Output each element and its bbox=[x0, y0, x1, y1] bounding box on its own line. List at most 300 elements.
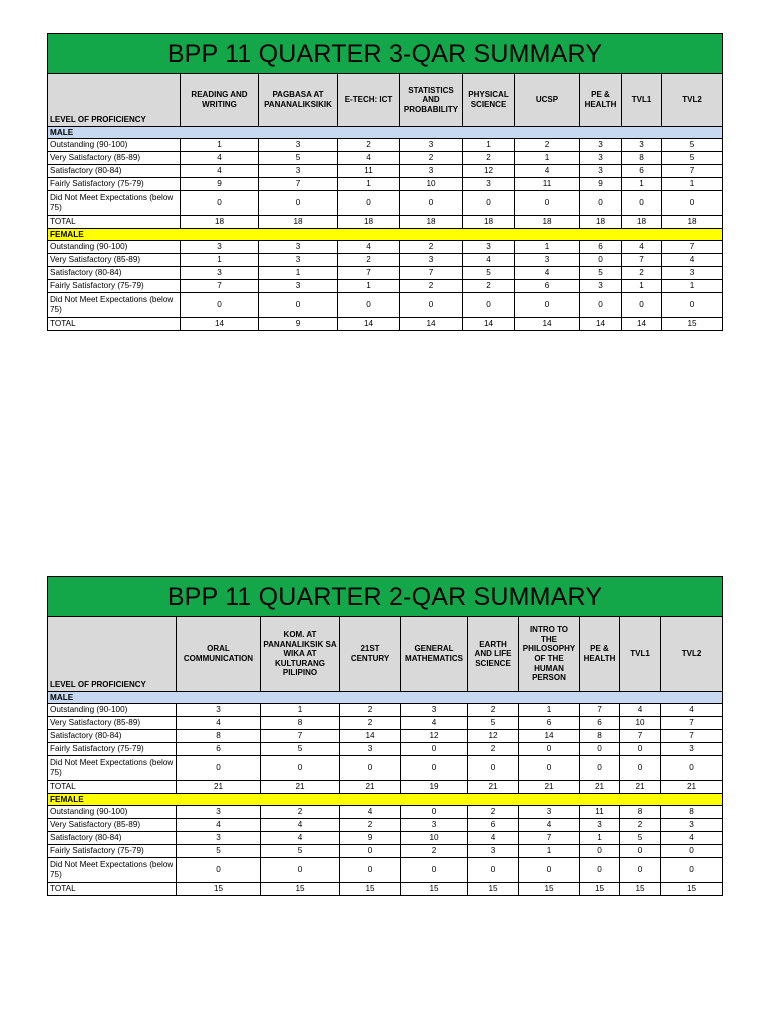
count-cell: 7 bbox=[662, 241, 723, 254]
subject-column-header: TVL1 bbox=[622, 74, 662, 127]
count-cell: 0 bbox=[181, 293, 259, 318]
count-cell: 4 bbox=[181, 152, 259, 165]
subject-column-header: UCSP bbox=[515, 74, 580, 127]
total-cell: 14 bbox=[515, 318, 580, 331]
count-cell: 0 bbox=[261, 858, 340, 883]
count-cell: 3 bbox=[259, 139, 338, 152]
count-cell: 0 bbox=[662, 191, 723, 216]
total-cell: 15 bbox=[401, 883, 468, 896]
subject-column-header: PE & HEALTH bbox=[580, 617, 620, 692]
title-row bbox=[48, 577, 723, 617]
count-cell: 0 bbox=[580, 743, 620, 756]
section-label: FEMALE bbox=[48, 229, 723, 241]
table-row bbox=[48, 806, 723, 819]
count-cell: 0 bbox=[181, 191, 259, 216]
total-cell: 18 bbox=[580, 216, 622, 229]
proficiency-level-label: Outstanding (90-100) bbox=[48, 704, 177, 717]
count-cell: 7 bbox=[661, 730, 723, 743]
total-cell: 18 bbox=[662, 216, 723, 229]
count-cell: 8 bbox=[261, 717, 340, 730]
table-row bbox=[48, 756, 723, 781]
proficiency-level-label: Outstanding (90-100) bbox=[48, 139, 181, 152]
count-cell: 2 bbox=[400, 152, 463, 165]
table-row bbox=[48, 858, 723, 883]
count-cell: 3 bbox=[662, 267, 723, 280]
count-cell: 1 bbox=[338, 178, 400, 191]
total-row bbox=[48, 883, 723, 896]
count-cell: 8 bbox=[177, 730, 261, 743]
count-cell: 7 bbox=[519, 832, 580, 845]
proficiency-level-label: Satisfactory (80-84) bbox=[48, 832, 177, 845]
count-cell: 3 bbox=[181, 267, 259, 280]
count-cell: 3 bbox=[463, 241, 515, 254]
subject-column-header: EARTH AND LIFE SCIENCE bbox=[468, 617, 519, 692]
count-cell: 5 bbox=[261, 845, 340, 858]
count-cell: 3 bbox=[661, 743, 723, 756]
count-cell: 1 bbox=[181, 139, 259, 152]
count-cell: 4 bbox=[661, 832, 723, 845]
count-cell: 0 bbox=[400, 191, 463, 216]
total-cell: 18 bbox=[622, 216, 662, 229]
count-cell: 0 bbox=[338, 293, 400, 318]
count-cell: 6 bbox=[580, 717, 620, 730]
count-cell: 7 bbox=[661, 717, 723, 730]
proficiency-level-label: Satisfactory (80-84) bbox=[48, 730, 177, 743]
count-cell: 1 bbox=[338, 280, 400, 293]
count-cell: 0 bbox=[519, 743, 580, 756]
count-cell: 4 bbox=[515, 165, 580, 178]
count-cell: 5 bbox=[662, 139, 723, 152]
total-row bbox=[48, 216, 723, 229]
count-cell: 8 bbox=[661, 806, 723, 819]
total-cell: 21 bbox=[661, 781, 723, 794]
count-cell: 0 bbox=[340, 756, 401, 781]
count-cell: 0 bbox=[177, 858, 261, 883]
count-cell: 0 bbox=[468, 858, 519, 883]
table-row bbox=[48, 178, 723, 191]
proficiency-level-label: Satisfactory (80-84) bbox=[48, 165, 181, 178]
proficiency-level-label: Did Not Meet Expectations (below 75) bbox=[48, 191, 181, 216]
total-cell: 21 bbox=[340, 781, 401, 794]
count-cell: 1 bbox=[519, 845, 580, 858]
count-cell: 1 bbox=[261, 704, 340, 717]
count-cell: 3 bbox=[401, 704, 468, 717]
total-cell: 14 bbox=[580, 318, 622, 331]
count-cell: 9 bbox=[580, 178, 622, 191]
count-cell: 2 bbox=[338, 254, 400, 267]
count-cell: 4 bbox=[261, 819, 340, 832]
count-cell: 2 bbox=[620, 819, 661, 832]
count-cell: 0 bbox=[661, 845, 723, 858]
count-cell: 0 bbox=[620, 845, 661, 858]
count-cell: 3 bbox=[463, 178, 515, 191]
count-cell: 5 bbox=[261, 743, 340, 756]
count-cell: 9 bbox=[181, 178, 259, 191]
count-cell: 4 bbox=[181, 165, 259, 178]
count-cell: 0 bbox=[662, 293, 723, 318]
count-cell: 0 bbox=[401, 743, 468, 756]
count-cell: 10 bbox=[620, 717, 661, 730]
total-cell: 21 bbox=[468, 781, 519, 794]
count-cell: 3 bbox=[400, 254, 463, 267]
count-cell: 1 bbox=[515, 241, 580, 254]
subject-column-header: READING AND WRITING bbox=[181, 74, 259, 127]
count-cell: 4 bbox=[515, 267, 580, 280]
count-cell: 0 bbox=[261, 756, 340, 781]
count-cell: 2 bbox=[468, 806, 519, 819]
count-cell: 4 bbox=[338, 152, 400, 165]
count-cell: 6 bbox=[177, 743, 261, 756]
count-cell: 4 bbox=[401, 717, 468, 730]
count-cell: 11 bbox=[515, 178, 580, 191]
total-cell: 18 bbox=[463, 216, 515, 229]
count-cell: 0 bbox=[515, 191, 580, 216]
subject-column-header: 21ST CENTURY bbox=[340, 617, 401, 692]
table-row bbox=[48, 293, 723, 318]
total-cell: 15 bbox=[662, 318, 723, 331]
count-cell: 6 bbox=[468, 819, 519, 832]
section-label: MALE bbox=[48, 692, 723, 704]
total-cell: 14 bbox=[338, 318, 400, 331]
proficiency-level-label: Outstanding (90-100) bbox=[48, 241, 181, 254]
table-row bbox=[48, 152, 723, 165]
count-cell: 3 bbox=[177, 704, 261, 717]
total-cell: 15 bbox=[519, 883, 580, 896]
count-cell: 4 bbox=[261, 832, 340, 845]
total-cell: 14 bbox=[622, 318, 662, 331]
total-cell: 15 bbox=[261, 883, 340, 896]
count-cell: 3 bbox=[400, 139, 463, 152]
count-cell: 3 bbox=[259, 241, 338, 254]
count-cell: 7 bbox=[338, 267, 400, 280]
count-cell: 0 bbox=[463, 293, 515, 318]
count-cell: 0 bbox=[620, 743, 661, 756]
count-cell: 0 bbox=[338, 191, 400, 216]
count-cell: 5 bbox=[580, 267, 622, 280]
section-label: MALE bbox=[48, 127, 723, 139]
subject-column-header: ORAL COMMUNICATION bbox=[177, 617, 261, 692]
count-cell: 3 bbox=[401, 819, 468, 832]
count-cell: 3 bbox=[400, 165, 463, 178]
count-cell: 0 bbox=[580, 254, 622, 267]
qar-summary-table-quarter-2 bbox=[47, 576, 723, 896]
count-cell: 3 bbox=[580, 280, 622, 293]
count-cell: 1 bbox=[662, 280, 723, 293]
count-cell: 7 bbox=[580, 704, 620, 717]
count-cell: 3 bbox=[340, 743, 401, 756]
count-cell: 11 bbox=[580, 806, 620, 819]
proficiency-level-label: Fairly Satisfactory (75-79) bbox=[48, 280, 181, 293]
subject-column-header: PHYSICAL SCIENCE bbox=[463, 74, 515, 127]
proficiency-level-label: Very Satisfactory (85-89) bbox=[48, 717, 177, 730]
subject-column-header: PAGBASA AT PANANALIKSIKIK bbox=[259, 74, 338, 127]
count-cell: 11 bbox=[338, 165, 400, 178]
total-cell: 15 bbox=[661, 883, 723, 896]
count-cell: 1 bbox=[622, 178, 662, 191]
count-cell: 1 bbox=[519, 704, 580, 717]
total-cell: 18 bbox=[515, 216, 580, 229]
count-cell: 4 bbox=[662, 254, 723, 267]
header-row bbox=[48, 74, 723, 127]
proficiency-level-label: Did Not Meet Expectations (below 75) bbox=[48, 858, 177, 883]
count-cell: 2 bbox=[338, 139, 400, 152]
table-row bbox=[48, 845, 723, 858]
count-cell: 0 bbox=[661, 756, 723, 781]
count-cell: 2 bbox=[401, 845, 468, 858]
count-cell: 7 bbox=[259, 178, 338, 191]
subject-column-header: GENERAL MATHEMATICS bbox=[401, 617, 468, 692]
count-cell: 1 bbox=[515, 152, 580, 165]
total-label: TOTAL bbox=[48, 318, 181, 331]
total-label: TOTAL bbox=[48, 216, 181, 229]
count-cell: 5 bbox=[662, 152, 723, 165]
count-cell: 2 bbox=[622, 267, 662, 280]
total-cell: 18 bbox=[259, 216, 338, 229]
count-cell: 7 bbox=[620, 730, 661, 743]
count-cell: 0 bbox=[620, 858, 661, 883]
count-cell: 12 bbox=[468, 730, 519, 743]
count-cell: 10 bbox=[401, 832, 468, 845]
proficiency-level-label: Satisfactory (80-84) bbox=[48, 267, 181, 280]
count-cell: 0 bbox=[468, 756, 519, 781]
count-cell: 2 bbox=[261, 806, 340, 819]
total-cell: 15 bbox=[580, 883, 620, 896]
count-cell: 5 bbox=[463, 267, 515, 280]
count-cell: 7 bbox=[400, 267, 463, 280]
count-cell: 0 bbox=[622, 191, 662, 216]
count-cell: 0 bbox=[580, 191, 622, 216]
count-cell: 0 bbox=[580, 756, 620, 781]
count-cell: 5 bbox=[259, 152, 338, 165]
count-cell: 5 bbox=[620, 832, 661, 845]
count-cell: 7 bbox=[622, 254, 662, 267]
total-cell: 9 bbox=[259, 318, 338, 331]
count-cell: 0 bbox=[259, 191, 338, 216]
title-row bbox=[48, 34, 723, 74]
count-cell: 3 bbox=[177, 832, 261, 845]
table-title: BPP 11 QUARTER 3-QAR SUMMARY bbox=[48, 34, 723, 74]
count-cell: 0 bbox=[463, 191, 515, 216]
count-cell: 3 bbox=[580, 165, 622, 178]
proficiency-level-label: Fairly Satisfactory (75-79) bbox=[48, 845, 177, 858]
qar-summary-table-quarter-3 bbox=[47, 33, 723, 331]
count-cell: 0 bbox=[401, 756, 468, 781]
total-cell: 21 bbox=[620, 781, 661, 794]
count-cell: 0 bbox=[661, 858, 723, 883]
count-cell: 10 bbox=[400, 178, 463, 191]
section-label: FEMALE bbox=[48, 794, 723, 806]
subject-column-header: KOM. AT PANANALIKSIK SA WIKA AT KULTURANG PILIPINO bbox=[261, 617, 340, 692]
subject-column-header: STATISTICS AND PROBABILITY bbox=[400, 74, 463, 127]
count-cell: 0 bbox=[622, 293, 662, 318]
section-header-row bbox=[48, 692, 723, 704]
table-row bbox=[48, 241, 723, 254]
total-cell: 19 bbox=[401, 781, 468, 794]
count-cell: 0 bbox=[519, 858, 580, 883]
count-cell: 4 bbox=[468, 832, 519, 845]
count-cell: 3 bbox=[468, 845, 519, 858]
total-cell: 18 bbox=[400, 216, 463, 229]
count-cell: 0 bbox=[515, 293, 580, 318]
count-cell: 3 bbox=[519, 806, 580, 819]
count-cell: 3 bbox=[580, 152, 622, 165]
count-cell: 9 bbox=[340, 832, 401, 845]
subject-column-header: INTRO TO THE PHILOSOPHY OF THE HUMAN PERSON bbox=[519, 617, 580, 692]
table-row bbox=[48, 832, 723, 845]
proficiency-level-label: Did Not Meet Expectations (below 75) bbox=[48, 756, 177, 781]
header-row bbox=[48, 617, 723, 692]
table-row bbox=[48, 704, 723, 717]
level-of-proficiency-header: LEVEL OF PROFICIENCY bbox=[48, 74, 181, 127]
count-cell: 4 bbox=[177, 717, 261, 730]
count-cell: 2 bbox=[515, 139, 580, 152]
count-cell: 0 bbox=[519, 756, 580, 781]
count-cell: 3 bbox=[515, 254, 580, 267]
section-header-row bbox=[48, 229, 723, 241]
count-cell: 6 bbox=[580, 241, 622, 254]
count-cell: 12 bbox=[463, 165, 515, 178]
count-cell: 3 bbox=[259, 165, 338, 178]
table-row bbox=[48, 165, 723, 178]
count-cell: 4 bbox=[620, 704, 661, 717]
count-cell: 4 bbox=[338, 241, 400, 254]
count-cell: 3 bbox=[181, 241, 259, 254]
total-label: TOTAL bbox=[48, 781, 177, 794]
count-cell: 2 bbox=[340, 704, 401, 717]
count-cell: 1 bbox=[622, 280, 662, 293]
count-cell: 0 bbox=[580, 858, 620, 883]
count-cell: 0 bbox=[401, 858, 468, 883]
count-cell: 0 bbox=[259, 293, 338, 318]
count-cell: 2 bbox=[400, 280, 463, 293]
count-cell: 1 bbox=[181, 254, 259, 267]
count-cell: 2 bbox=[463, 280, 515, 293]
proficiency-level-label: Very Satisfactory (85-89) bbox=[48, 819, 177, 832]
proficiency-level-label: Did Not Meet Expectations (below 75) bbox=[48, 293, 181, 318]
count-cell: 3 bbox=[580, 819, 620, 832]
count-cell: 3 bbox=[259, 280, 338, 293]
total-cell: 14 bbox=[181, 318, 259, 331]
count-cell: 5 bbox=[177, 845, 261, 858]
table-row bbox=[48, 139, 723, 152]
count-cell: 3 bbox=[661, 819, 723, 832]
proficiency-level-label: Very Satisfactory (85-89) bbox=[48, 152, 181, 165]
count-cell: 8 bbox=[580, 730, 620, 743]
total-cell: 15 bbox=[177, 883, 261, 896]
count-cell: 0 bbox=[340, 845, 401, 858]
proficiency-level-label: Fairly Satisfactory (75-79) bbox=[48, 743, 177, 756]
total-cell: 21 bbox=[177, 781, 261, 794]
count-cell: 8 bbox=[622, 152, 662, 165]
table-title: BPP 11 QUARTER 2-QAR SUMMARY bbox=[48, 577, 723, 617]
total-label: TOTAL bbox=[48, 883, 177, 896]
subject-column-header: TVL2 bbox=[661, 617, 723, 692]
table-row bbox=[48, 717, 723, 730]
total-cell: 15 bbox=[340, 883, 401, 896]
count-cell: 14 bbox=[340, 730, 401, 743]
level-of-proficiency-header: LEVEL OF PROFICIENCY bbox=[48, 617, 177, 692]
count-cell: 14 bbox=[519, 730, 580, 743]
count-cell: 3 bbox=[259, 254, 338, 267]
total-cell: 14 bbox=[400, 318, 463, 331]
count-cell: 6 bbox=[515, 280, 580, 293]
table-row bbox=[48, 191, 723, 216]
table-row bbox=[48, 743, 723, 756]
section-header-row bbox=[48, 127, 723, 139]
subject-column-header: TVL1 bbox=[620, 617, 661, 692]
count-cell: 4 bbox=[340, 806, 401, 819]
count-cell: 6 bbox=[519, 717, 580, 730]
count-cell: 1 bbox=[662, 178, 723, 191]
count-cell: 4 bbox=[622, 241, 662, 254]
count-cell: 3 bbox=[622, 139, 662, 152]
table-row bbox=[48, 280, 723, 293]
count-cell: 0 bbox=[620, 756, 661, 781]
table-row bbox=[48, 267, 723, 280]
section-header-row bbox=[48, 794, 723, 806]
count-cell: 2 bbox=[468, 704, 519, 717]
count-cell: 3 bbox=[580, 139, 622, 152]
count-cell: 7 bbox=[261, 730, 340, 743]
count-cell: 12 bbox=[401, 730, 468, 743]
total-cell: 15 bbox=[620, 883, 661, 896]
total-cell: 18 bbox=[338, 216, 400, 229]
count-cell: 2 bbox=[463, 152, 515, 165]
count-cell: 0 bbox=[177, 756, 261, 781]
count-cell: 7 bbox=[662, 165, 723, 178]
count-cell: 4 bbox=[177, 819, 261, 832]
proficiency-level-label: Outstanding (90-100) bbox=[48, 806, 177, 819]
proficiency-level-label: Fairly Satisfactory (75-79) bbox=[48, 178, 181, 191]
total-cell: 21 bbox=[519, 781, 580, 794]
count-cell: 0 bbox=[400, 293, 463, 318]
proficiency-level-label: Very Satisfactory (85-89) bbox=[48, 254, 181, 267]
table-row bbox=[48, 819, 723, 832]
table-row bbox=[48, 730, 723, 743]
count-cell: 0 bbox=[340, 858, 401, 883]
subject-column-header: PE & HEALTH bbox=[580, 74, 622, 127]
subject-column-header: TVL2 bbox=[662, 74, 723, 127]
count-cell: 4 bbox=[519, 819, 580, 832]
total-cell: 21 bbox=[261, 781, 340, 794]
count-cell: 1 bbox=[463, 139, 515, 152]
count-cell: 2 bbox=[400, 241, 463, 254]
count-cell: 5 bbox=[468, 717, 519, 730]
count-cell: 4 bbox=[463, 254, 515, 267]
count-cell: 2 bbox=[340, 717, 401, 730]
count-cell: 2 bbox=[340, 819, 401, 832]
total-row bbox=[48, 781, 723, 794]
table-row bbox=[48, 254, 723, 267]
count-cell: 4 bbox=[661, 704, 723, 717]
count-cell: 0 bbox=[580, 845, 620, 858]
count-cell: 2 bbox=[468, 743, 519, 756]
total-row bbox=[48, 318, 723, 331]
total-cell: 18 bbox=[181, 216, 259, 229]
count-cell: 0 bbox=[580, 293, 622, 318]
count-cell: 1 bbox=[259, 267, 338, 280]
total-cell: 14 bbox=[463, 318, 515, 331]
subject-column-header: E-TECH: ICT bbox=[338, 74, 400, 127]
total-cell: 21 bbox=[580, 781, 620, 794]
count-cell: 1 bbox=[580, 832, 620, 845]
count-cell: 6 bbox=[622, 165, 662, 178]
count-cell: 0 bbox=[401, 806, 468, 819]
count-cell: 8 bbox=[620, 806, 661, 819]
count-cell: 7 bbox=[181, 280, 259, 293]
count-cell: 3 bbox=[177, 806, 261, 819]
total-cell: 15 bbox=[468, 883, 519, 896]
